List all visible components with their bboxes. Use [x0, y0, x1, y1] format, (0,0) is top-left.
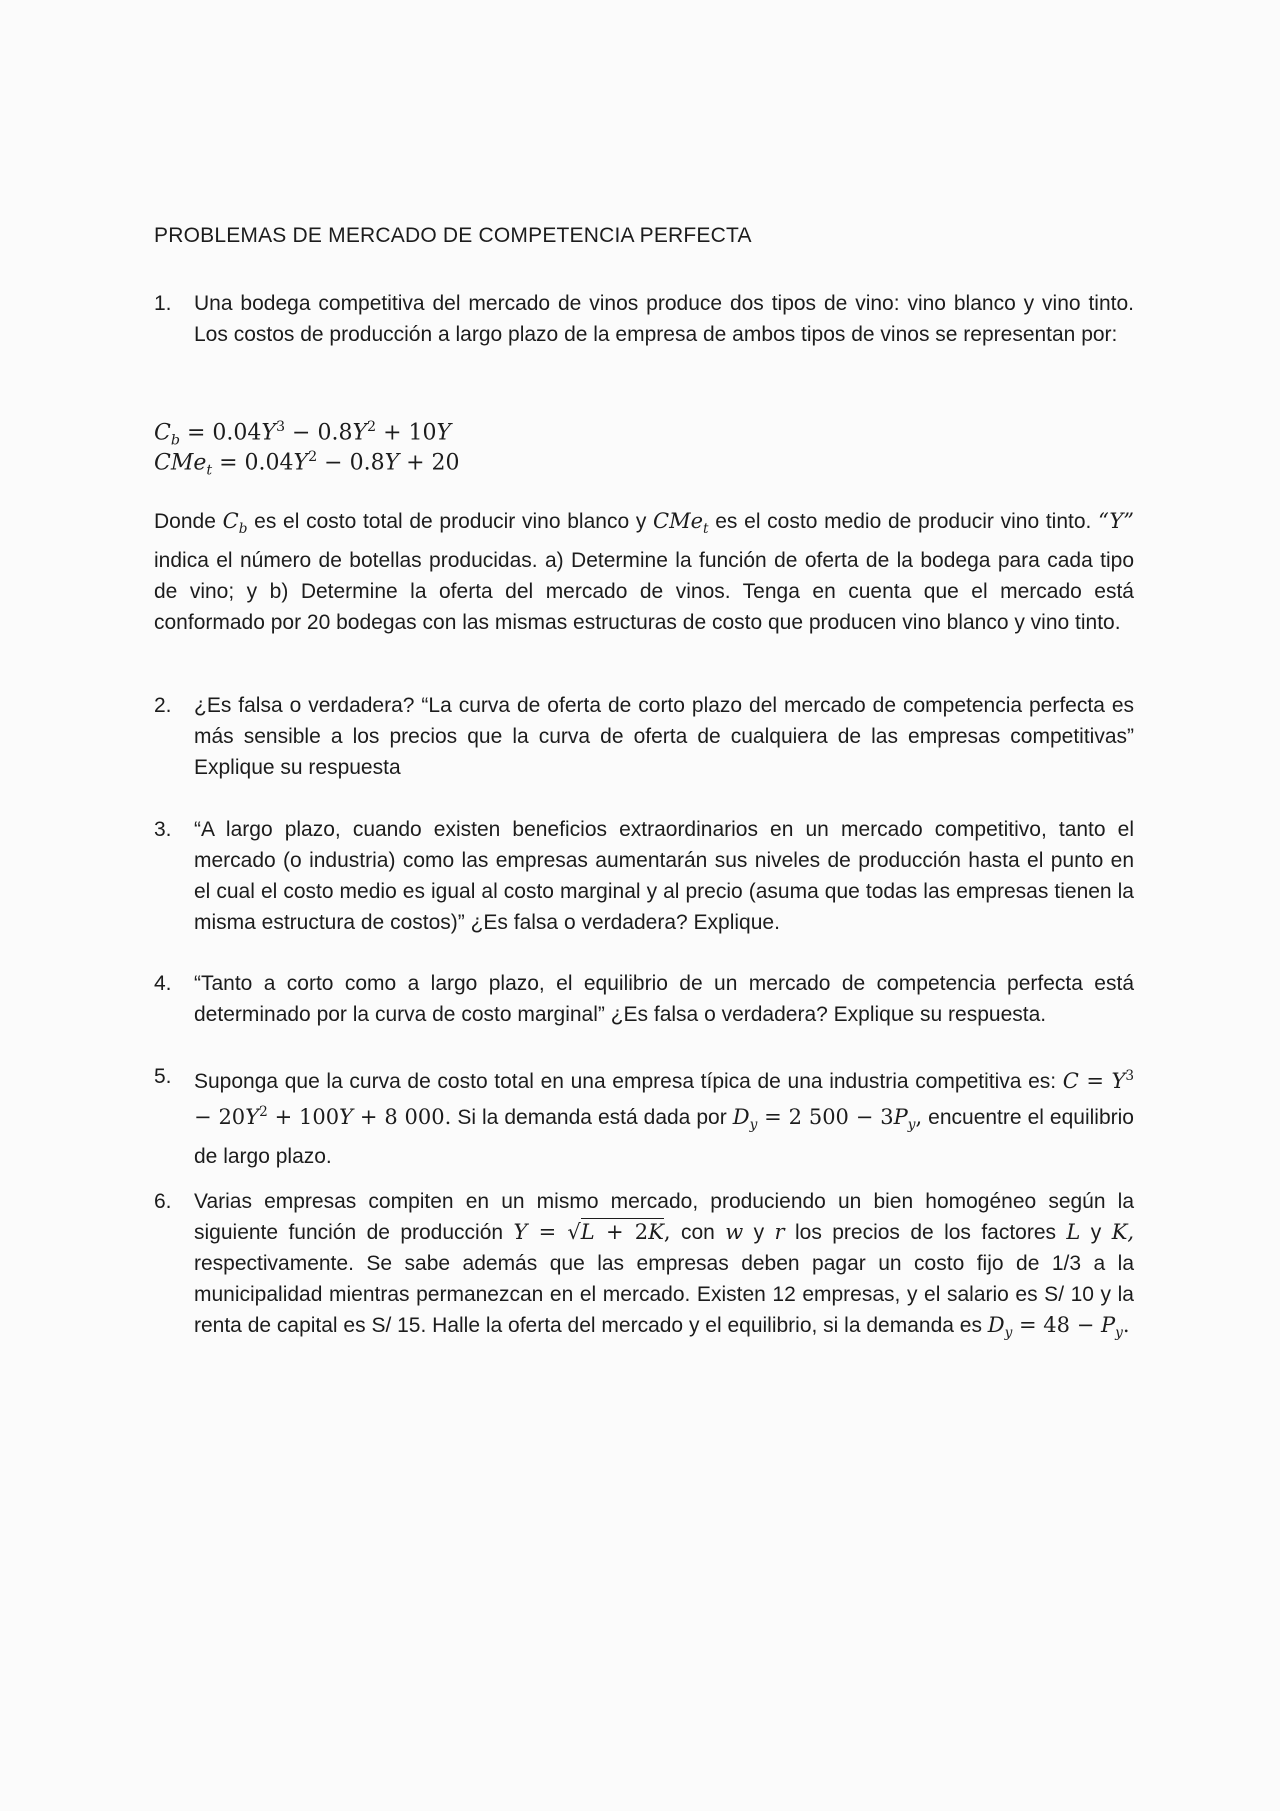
problem-6: [154, 1186, 1134, 1349]
equation-total-cost: $C = Y^3 - 20Y^2 + 100Y + 8$ 000.: [194, 1068, 1134, 1129]
problem-1: [154, 288, 1134, 350]
equation-production: Y = √L + 2K,: [513, 1220, 671, 1244]
text-part: Si la demanda está dada por: [457, 1106, 727, 1129]
problem-text: “A largo plazo, cuando existen beneficios extraordinarios en un mercado competitivo, tanto el mercado (o industria) como las empresas aumentarán sus niveles de producción hasta el punto en el cual el costo medio es igual al costo marginal y al precio (asuma que todas las empresas tienen la misma estructura de costos)” ¿Es falsa o verdadera? Explique.: [194, 818, 1134, 934]
symbol-k: K,: [1111, 1220, 1135, 1244]
symbol-y-quoted: “Y”: [1098, 509, 1135, 533]
text-part: encuentre el equilibrio de largo plazo.: [194, 1106, 1134, 1169]
symbol-w: w: [725, 1220, 744, 1244]
text-part: con: [680, 1221, 715, 1244]
page-title: PROBLEMAS DE MERCADO DE COMPETENCIA PERFECTA: [154, 224, 752, 247]
text-part: Varias empresas compiten en un mismo mercado, produciendo un bien homogéneo según la siguiente función de producción: [194, 1190, 1134, 1244]
problem-number: 2.: [154, 694, 172, 717]
description-part: es el costo total de producir vino blanco y: [254, 510, 647, 533]
symbol-cb: $C_b$: [222, 509, 248, 538]
problem-text: ¿Es falsa o verdadera? “La curva de oferta de corto plazo del mercado de competencia perfecta es más sensible a los precios que la curva de oferta de cualquiera de las empresas competitivas” Explique su respuesta: [194, 694, 1134, 779]
equation-cb: $C_b = 0.04Y^3 - 0.8Y^2 + 10Y$: [154, 419, 452, 449]
equation-cmet: $CMe_t = 0.04Y^2 - 0.8Y + 20$: [154, 449, 460, 479]
problem-text: [194, 1061, 1134, 1172]
problem-text: “Tanto a corto como a largo plazo, el equilibrio de un mercado de competencia perfecta está determinado por la curva de costo marginal” ¿Es falsa o verdadera? Explique su respuesta.: [194, 972, 1134, 1026]
problem-4: [154, 968, 1134, 1030]
problem-2: [154, 690, 1134, 783]
text-part: Suponga que la curva de costo total en una empresa típica de una industria competitiva es:: [194, 1070, 1057, 1093]
problem-number: 4.: [154, 972, 172, 995]
problem-text: [194, 1186, 1134, 1349]
symbol-cmet: CMe$_t$: [653, 509, 709, 538]
text-part: respectivamente. Se sabe además que las empresas deben pagar un costo fijo de 1/3 a la municipalidad mientras permanezcan en el mercado. Existen 12 empresas, y el salario es S/ 10 y la renta de capital es S/ 15. Halle la oferta del mercado y el equilibrio, si la demanda es: [194, 1252, 1134, 1337]
problem-1-description: [154, 506, 1134, 638]
problem-number: 3.: [154, 818, 172, 841]
problem-number: 1.: [154, 292, 172, 315]
symbol-r: r: [774, 1220, 785, 1244]
equation-demand: $D_y = 48 - P_y$.: [987, 1313, 1130, 1342]
problem-5: [154, 1061, 1134, 1172]
problem-number: 5.: [154, 1065, 172, 1088]
description-part: es el costo medio de producir vino tinto.: [715, 510, 1092, 533]
problem-number: 6.: [154, 1190, 172, 1213]
text-part: y: [753, 1221, 765, 1244]
equation-demand: $D_y = 2$ $500 - 3P_y$,: [732, 1105, 923, 1134]
text-part: y: [1090, 1221, 1102, 1244]
text-part: los precios de los factores: [795, 1221, 1057, 1244]
word-donde: Donde: [154, 510, 216, 533]
problem-text: Una bodega competitiva del mercado de vinos produce dos tipos de vino: vino blanco y vino tinto. Los costos de producción a largo plazo de la empresa de ambos tipos de vinos se representan por:: [194, 292, 1134, 346]
problem-3: [154, 814, 1134, 938]
symbol-l: L: [1066, 1220, 1081, 1244]
description-part: indica el número de botellas producidas. a) Determine la función de oferta de la bodega para cada tipo de vino; y b) Determine la oferta del mercado de vinos. Tenga en cuenta que el mercado está conformado por 20 bodegas con las mismas estructuras de costo que producen vino blanco y vino tinto.: [154, 549, 1134, 635]
